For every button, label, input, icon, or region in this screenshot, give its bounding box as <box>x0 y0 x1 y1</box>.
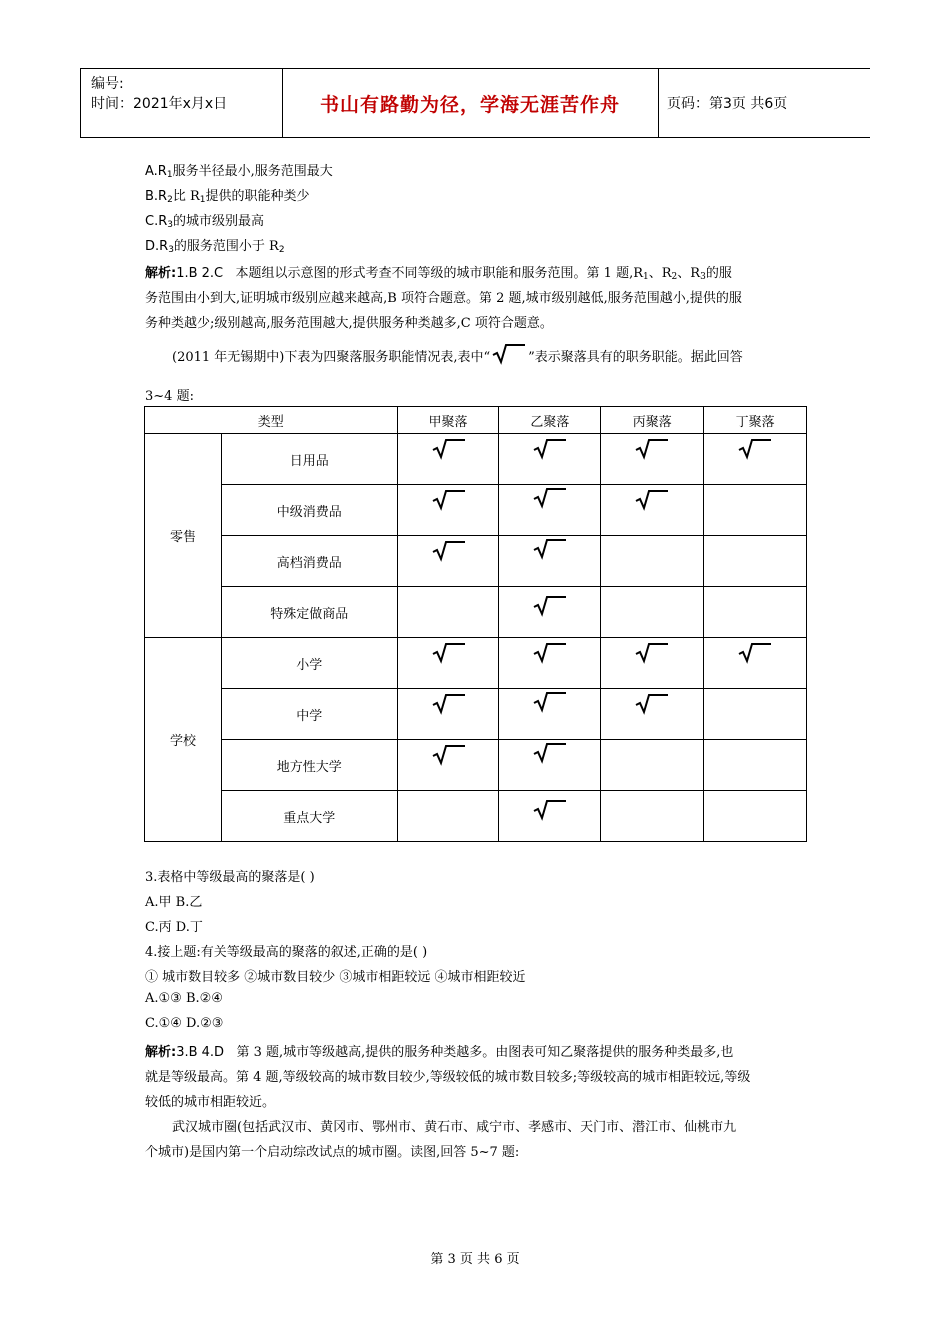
table-row <box>145 689 807 740</box>
row-label: 中级消费品 <box>221 485 397 536</box>
mark-cell <box>397 434 499 485</box>
check-icon <box>533 691 567 717</box>
row-label: 日用品 <box>221 434 397 485</box>
mark-cell <box>397 740 499 791</box>
check-icon <box>533 538 567 564</box>
question-3-options-cd: C.丙 D.丁 <box>145 920 203 935</box>
mark-cell <box>601 434 704 485</box>
analysis-1-line-1: 解析:1.B 2.C 本题组以示意图的形式考查不同等级的城市职能和服务范围。第 1 题$,R_1$、$R_2$、$R_3$的服 <box>145 266 732 282</box>
question-4-options-ab: A.①③ B.②④ <box>145 991 223 1006</box>
intro-5-7-line-2: 个城市)是国内第一个启动综改试点的城市圈。读图,回答 5~7 题: <box>145 1145 520 1160</box>
mark-cell <box>397 638 499 689</box>
check-icon <box>635 642 669 668</box>
mark-cell <box>601 536 704 587</box>
intro-3-4-line-2: 3~4 题: <box>145 389 194 404</box>
service-table <box>144 406 807 842</box>
table-header-row <box>145 407 807 434</box>
page-header <box>80 68 870 138</box>
table-header-cell: 类型 <box>145 407 398 434</box>
check-icon <box>533 438 567 464</box>
mark-cell <box>704 536 807 587</box>
mark-cell <box>601 485 704 536</box>
mark-cell <box>499 587 601 638</box>
mark-cell <box>397 485 499 536</box>
row-label: 重点大学 <box>221 791 397 842</box>
table-row <box>145 740 807 791</box>
mark-cell <box>499 740 601 791</box>
mark-cell <box>499 434 601 485</box>
check-icon <box>432 438 466 464</box>
check-icon <box>533 742 567 768</box>
row-label: 小学 <box>221 638 397 689</box>
mark-cell <box>601 638 704 689</box>
mark-cell <box>499 689 601 740</box>
check-icon <box>635 489 669 515</box>
check-icon <box>432 642 466 668</box>
mark-cell <box>704 638 807 689</box>
mark-cell <box>397 791 499 842</box>
option-b: $B.R_2$比 $R_1$提供的职能种类少 <box>145 189 310 205</box>
analysis-2-line-1: 解析:3.B 4.D 第 3 题,城市等级越高,提供的服务种类越多。由图表可知乙聚落提供的服务种类最多,也 <box>145 1045 734 1060</box>
row-label: 特殊定做商品 <box>221 587 397 638</box>
mark-cell <box>397 689 499 740</box>
table-row <box>145 638 807 689</box>
check-icon <box>492 343 526 365</box>
check-icon <box>432 744 466 770</box>
check-icon <box>432 489 466 515</box>
mark-cell <box>601 740 704 791</box>
header-slogan-cell <box>282 69 659 137</box>
check-icon <box>533 595 567 621</box>
table-row <box>145 791 807 842</box>
table-header-cell: 甲聚落 <box>397 407 499 434</box>
intro-3-4: (2011 年无锡期中)下表为四聚落服务职能情况表,表中“ ”表示聚落具有的职务职能。据此回答 <box>172 343 743 365</box>
table-header-cell: 丁聚落 <box>704 407 807 434</box>
row-label: 地方性大学 <box>221 740 397 791</box>
check-icon <box>533 487 567 513</box>
table-header-cell: 乙聚落 <box>499 407 601 434</box>
check-icon <box>635 438 669 464</box>
header-page-info: 页码：第3页 共6页 <box>667 96 788 112</box>
question-4-options-cd: C.①④ D.②③ <box>145 1016 224 1031</box>
check-icon <box>432 540 466 566</box>
check-icon <box>533 642 567 668</box>
question-3-options-ab: A.甲 B.乙 <box>145 895 203 910</box>
question-3: 3.表格中等级最高的聚落是( ) <box>145 870 315 885</box>
group-retail: 零售 <box>145 434 222 638</box>
mark-cell <box>499 791 601 842</box>
mark-cell <box>499 485 601 536</box>
group-school: 学校 <box>145 638 222 842</box>
table-row <box>145 434 807 485</box>
mark-cell <box>601 791 704 842</box>
check-icon <box>533 799 567 825</box>
table-row <box>145 587 807 638</box>
mark-cell <box>704 587 807 638</box>
analysis-1-line-3: 务种类越少;级别越高,服务范围越大,提供服务种类越多,C 项符合题意。 <box>145 316 553 331</box>
question-4-items: ① 城市数目较多 ②城市数目较少 ③城市相距较远 ④城市相距较近 <box>145 970 526 985</box>
option-d: $D.R_3$的服务范围小于 $R_2$ <box>145 239 285 255</box>
option-c: $C.R_3$的城市级别最高 <box>145 214 264 230</box>
check-icon <box>635 693 669 719</box>
check-icon <box>432 693 466 719</box>
mark-cell <box>601 689 704 740</box>
check-icon <box>738 438 772 464</box>
analysis-2-line-3: 较低的城市相距较近。 <box>145 1095 276 1110</box>
analysis-1-line-2: 务范围由小到大,证明城市级别应越来越高,B 项符合题意。第 2 题,城市级别越低,服务范围越小,提供的服 <box>145 291 742 306</box>
mark-cell <box>397 536 499 587</box>
analysis-2-line-2: 就是等级最高。第 4 题,等级较高的城市数目较少,等级较低的城市数目较多;等级较高的城市相距较远,等级 <box>145 1070 751 1085</box>
mark-cell <box>704 434 807 485</box>
table-header-cell: 丙聚落 <box>601 407 704 434</box>
page-footer: 第 3 页 共 6 页 <box>430 1252 520 1267</box>
mark-cell <box>704 791 807 842</box>
table-row <box>145 536 807 587</box>
slogan: 书山有路勤为径，学海无涯苦作舟 <box>319 93 620 116</box>
header-meta <box>80 69 283 137</box>
mark-cell <box>601 587 704 638</box>
mark-cell <box>397 587 499 638</box>
number-label: 编号: <box>91 76 124 92</box>
mark-cell <box>704 689 807 740</box>
question-4: 4.接上题:有关等级最高的聚落的叙述,正确的是( ) <box>145 945 428 960</box>
mark-cell <box>704 740 807 791</box>
row-label: 中学 <box>221 689 397 740</box>
intro-5-7-line-1: 武汉城市圈(包括武汉市、黄冈市、鄂州市、黄石市、咸宁市、孝感市、天门市、潜江市、仙桃市九 <box>172 1120 737 1135</box>
row-label: 高档消费品 <box>221 536 397 587</box>
option-a: $A.R_1$服务半径最小,服务范围最大 <box>145 164 333 180</box>
time-label: 时间：2021年x月x日 <box>91 96 228 112</box>
table-row <box>145 485 807 536</box>
check-icon <box>738 642 772 668</box>
mark-cell <box>499 638 601 689</box>
mark-cell <box>704 485 807 536</box>
mark-cell <box>499 536 601 587</box>
